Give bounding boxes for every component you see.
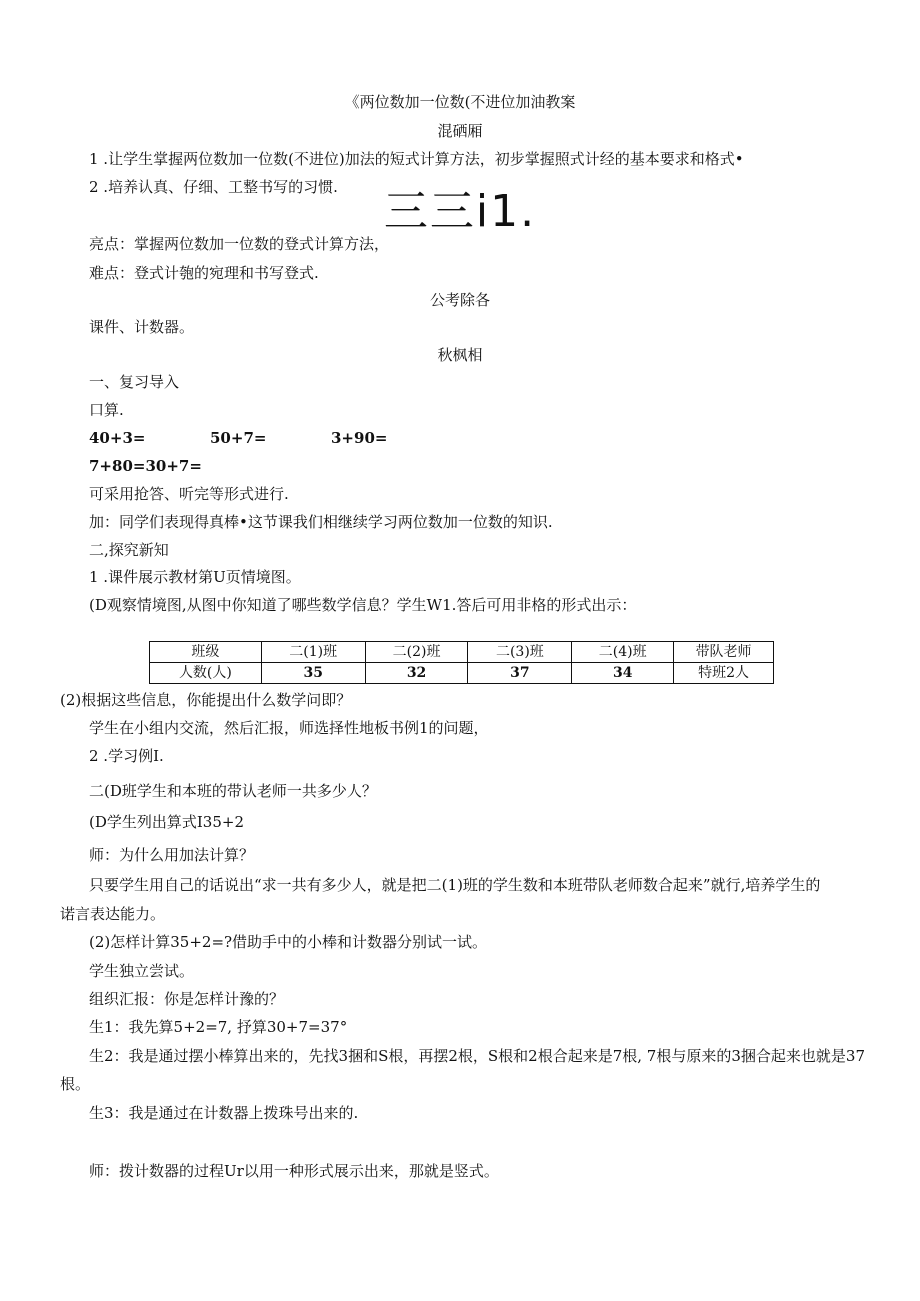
- section-heading-prep: 公考除各: [429, 291, 490, 309]
- table-cell: 人数(人): [150, 663, 262, 684]
- step-2: 2 .学习例I.: [89, 747, 164, 765]
- difficulty: 难点：登式计匏的宛理和书写登式.: [89, 264, 319, 282]
- discuss-note: 学生在小组内交流，然后汇报，师选择性地板书例1的问题，: [89, 719, 489, 737]
- method-note: 可采用抢答、听完等形式进行.: [89, 485, 289, 503]
- table-header-row: [150, 642, 774, 663]
- self-try: 学生独立尝试。: [89, 962, 195, 980]
- expression-3: 3+90=: [331, 429, 388, 447]
- table-cell: 带队老师: [674, 642, 774, 663]
- student-1-answer: 生1：我先算5+2=7, 抒算30+7=37°: [89, 1018, 348, 1036]
- part-2-heading: 二,探究新知: [89, 541, 169, 559]
- table-cell: 34: [572, 663, 674, 684]
- table-cell: 班级: [150, 642, 262, 663]
- table-cell: 二(4)班: [572, 642, 674, 663]
- question-1: (D观察情境图,从图中你知道了哪些数学信息？学生W1.答后可用非格的形式出示：: [89, 596, 637, 614]
- step-1: 1 .课件展示教材第U页情境图。: [89, 568, 301, 586]
- student-2-answer-line-1: 生2：我是通过摆小棒算出来的，先找3捆和S根，再摆2根，S根和2根合起来是7根, 7根与原来的3捆合起来也就是37: [89, 1047, 865, 1065]
- big-heading: 三三i1.: [383, 186, 537, 237]
- table-cell: 32: [365, 663, 468, 684]
- example-expression: (D学生列出算式I35+2: [89, 813, 245, 831]
- prep-items: 课件、计数器。: [89, 318, 195, 336]
- table-row: [150, 663, 774, 684]
- table-cell: 二(2)班: [365, 642, 468, 663]
- table-cell: 二(3)班: [468, 642, 572, 663]
- part-1-heading: 一、复习导入: [89, 373, 180, 391]
- table-cell: 35: [261, 663, 365, 684]
- teacher-question: 师：为什么用加法计算？: [89, 846, 255, 864]
- table-cell: 二(1)班: [261, 642, 365, 663]
- key-point: 亮点：掌握两位数加一位数的登式计算方法，: [89, 235, 390, 253]
- expression-4: 7+80=30+7=: [89, 457, 202, 475]
- document-title: 《两位数加一位数(不进位加油教案: [344, 93, 576, 111]
- teacher-conclusion: 师：拨计数器的过程Ur以用一种形式展示出来，那就是竖式。: [89, 1162, 499, 1180]
- table-cell: 37: [468, 663, 572, 684]
- how-to-calc: (2)怎样计算35+2=?借助手中的小棒和计数器分别试一试。: [89, 933, 488, 951]
- objective-2: 2 .培养认真、仔细、工整书写的习惯.: [89, 178, 338, 196]
- example-question: 二(D班学生和本班的带认老师一共多少人？: [89, 782, 377, 800]
- report-prompt: 组织汇报：你是怎样计豫的？: [89, 990, 285, 1008]
- class-count-table: [149, 641, 774, 684]
- section-heading-objectives: 混硒厢: [437, 122, 483, 140]
- oral-calc-label: 口算.: [89, 401, 124, 419]
- question-2: (2)根据这些信息，你能提出什么数学问即？: [60, 691, 352, 709]
- objective-1: 1 .让学生掌握两位数加一位数(不进位)加法的短式计算方法，初步掌握照式计经的基本要求和格式•: [89, 150, 744, 168]
- section-heading-process: 秋枫相: [437, 346, 483, 364]
- student-3-answer: 生3：我是通过在计数器上拨珠号出来的.: [89, 1104, 359, 1122]
- table-cell: 特班2人: [674, 663, 774, 684]
- expression-2: 50+7=: [210, 429, 267, 447]
- student-2-answer-line-2: 根。: [60, 1075, 91, 1093]
- explanation-line-1: 只要学生用自己的话说出“求一共有多少人，就是把二(1)班的学生数和本班带队老师数合起来”就行,培养学生的: [89, 876, 821, 894]
- explanation-line-2: 诺言表达能力。: [60, 905, 166, 923]
- expression-1: 40+3=: [89, 429, 146, 447]
- intro-talk: 加：同学们表现得真棒•这节课我们相继续学习两位数加一位数的知识.: [89, 513, 553, 531]
